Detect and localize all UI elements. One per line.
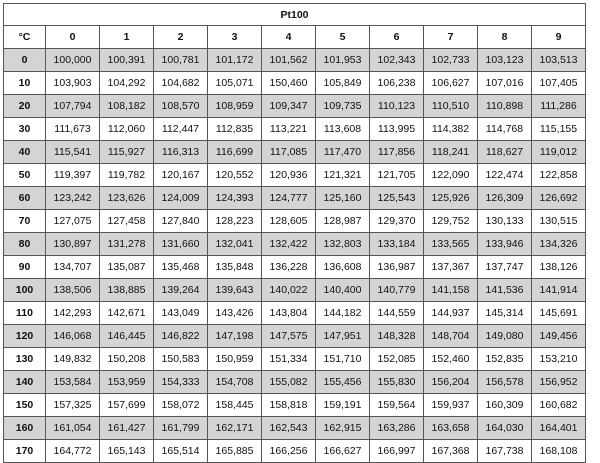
table-cell: 150,959	[208, 348, 262, 371]
table-cell: 159,191	[316, 394, 370, 417]
table-cell: 157,699	[100, 394, 154, 417]
table-cell: 150,583	[154, 348, 208, 371]
table-row	[4, 279, 586, 302]
table-cell: 118,627	[478, 141, 532, 164]
column-header-row	[4, 26, 586, 49]
table-cell: 146,822	[154, 325, 208, 348]
row-header: 160	[4, 417, 46, 440]
table-cell: 100,781	[154, 49, 208, 72]
table-cell: 155,082	[262, 371, 316, 394]
table-row	[4, 187, 586, 210]
table-cell: 167,738	[478, 440, 532, 463]
column-header: 0	[46, 26, 100, 49]
table-cell: 168,108	[532, 440, 586, 463]
table-cell: 149,080	[478, 325, 532, 348]
table-cell: 155,830	[370, 371, 424, 394]
table-cell: 151,334	[262, 348, 316, 371]
table-cell: 118,241	[424, 141, 478, 164]
column-header: 1	[100, 26, 154, 49]
table-row	[4, 233, 586, 256]
table-cell: 144,937	[424, 302, 478, 325]
table-cell: 132,422	[262, 233, 316, 256]
column-header: 4	[262, 26, 316, 49]
row-header: 50	[4, 164, 46, 187]
table-cell: 164,030	[478, 417, 532, 440]
table-cell: 129,752	[424, 210, 478, 233]
table-cell: 122,858	[532, 164, 586, 187]
row-header: 30	[4, 118, 46, 141]
table-cell: 115,927	[100, 141, 154, 164]
table-cell: 161,054	[46, 417, 100, 440]
row-header: 0	[4, 49, 46, 72]
row-header: 120	[4, 325, 46, 348]
table-cell: 128,223	[208, 210, 262, 233]
table-title-row	[4, 4, 586, 26]
table-cell: 115,155	[532, 118, 586, 141]
table-cell: 134,707	[46, 256, 100, 279]
table-cell: 116,699	[208, 141, 262, 164]
table-cell: 146,068	[46, 325, 100, 348]
table-cell: 132,803	[316, 233, 370, 256]
table-cell: 127,075	[46, 210, 100, 233]
unit-header: °C	[4, 26, 46, 49]
table-cell: 126,692	[532, 187, 586, 210]
table-cell: 117,470	[316, 141, 370, 164]
table-cell: 110,898	[478, 95, 532, 118]
table-row	[4, 49, 586, 72]
column-header: 2	[154, 26, 208, 49]
table-cell: 112,835	[208, 118, 262, 141]
table-cell: 144,559	[370, 302, 424, 325]
table-cell: 121,321	[316, 164, 370, 187]
table-cell: 106,238	[370, 72, 424, 95]
table-cell: 101,953	[316, 49, 370, 72]
table-cell: 163,286	[370, 417, 424, 440]
table-cell: 153,210	[532, 348, 586, 371]
table-cell: 141,914	[532, 279, 586, 302]
column-header: 5	[316, 26, 370, 49]
table-cell: 137,367	[424, 256, 478, 279]
table-cell: 133,946	[478, 233, 532, 256]
table-cell: 123,242	[46, 187, 100, 210]
table-cell: 114,382	[424, 118, 478, 141]
row-header: 20	[4, 95, 46, 118]
table-cell: 156,578	[478, 371, 532, 394]
table-cell: 144,182	[316, 302, 370, 325]
table-row	[4, 164, 586, 187]
table-row	[4, 210, 586, 233]
table-cell: 108,570	[154, 95, 208, 118]
table-cell: 135,468	[154, 256, 208, 279]
table-cell: 161,427	[100, 417, 154, 440]
column-header: 8	[478, 26, 532, 49]
table-row	[4, 371, 586, 394]
table-cell: 114,768	[478, 118, 532, 141]
table-cell: 138,506	[46, 279, 100, 302]
table-cell: 165,514	[154, 440, 208, 463]
table-cell: 166,627	[316, 440, 370, 463]
table-cell: 160,309	[478, 394, 532, 417]
table-cell: 149,832	[46, 348, 100, 371]
table-cell: 103,903	[46, 72, 100, 95]
table-row	[4, 95, 586, 118]
table-cell: 117,085	[262, 141, 316, 164]
table-cell: 102,733	[424, 49, 478, 72]
table-cell: 109,347	[262, 95, 316, 118]
table-cell: 164,401	[532, 417, 586, 440]
table-cell: 121,705	[370, 164, 424, 187]
table-cell: 133,565	[424, 233, 478, 256]
table-cell: 127,840	[154, 210, 208, 233]
table-cell: 139,264	[154, 279, 208, 302]
table-cell: 166,256	[262, 440, 316, 463]
table-cell: 131,278	[100, 233, 154, 256]
table-cell: 111,673	[46, 118, 100, 141]
table-cell: 135,087	[100, 256, 154, 279]
table-row	[4, 348, 586, 371]
table-cell: 138,126	[532, 256, 586, 279]
table-cell: 109,735	[316, 95, 370, 118]
table-cell: 107,016	[478, 72, 532, 95]
table-cell: 150,208	[100, 348, 154, 371]
table-cell: 149,456	[532, 325, 586, 348]
row-header: 130	[4, 348, 46, 371]
table-cell: 119,012	[532, 141, 586, 164]
table-cell: 130,133	[478, 210, 532, 233]
table-cell: 160,682	[532, 394, 586, 417]
table-cell: 105,071	[208, 72, 262, 95]
table-cell: 145,314	[478, 302, 532, 325]
table-cell: 140,022	[262, 279, 316, 302]
table-row	[4, 417, 586, 440]
table-cell: 128,605	[262, 210, 316, 233]
table-cell: 129,370	[370, 210, 424, 233]
pt100-table-container	[3, 3, 586, 463]
table-cell: 103,123	[478, 49, 532, 72]
table-cell: 147,951	[316, 325, 370, 348]
table-cell: 154,333	[154, 371, 208, 394]
table-cell: 151,710	[316, 348, 370, 371]
table-cell: 150,460	[262, 72, 316, 95]
table-cell: 141,536	[478, 279, 532, 302]
table-cell: 159,937	[424, 394, 478, 417]
table-cell: 116,313	[154, 141, 208, 164]
table-row	[4, 440, 586, 463]
table-row	[4, 72, 586, 95]
table-cell: 143,426	[208, 302, 262, 325]
row-header: 100	[4, 279, 46, 302]
table-cell: 146,445	[100, 325, 154, 348]
table-cell: 136,987	[370, 256, 424, 279]
table-cell: 122,474	[478, 164, 532, 187]
table-cell: 153,584	[46, 371, 100, 394]
table-cell: 125,160	[316, 187, 370, 210]
table-cell: 108,959	[208, 95, 262, 118]
table-cell: 154,708	[208, 371, 262, 394]
table-cell: 108,182	[100, 95, 154, 118]
table-cell: 110,123	[370, 95, 424, 118]
table-cell: 156,204	[424, 371, 478, 394]
table-cell: 124,009	[154, 187, 208, 210]
table-cell: 148,704	[424, 325, 478, 348]
table-cell: 138,885	[100, 279, 154, 302]
table-cell: 113,995	[370, 118, 424, 141]
table-cell: 102,343	[370, 49, 424, 72]
table-cell: 120,167	[154, 164, 208, 187]
table-cell: 122,090	[424, 164, 478, 187]
table-cell: 136,228	[262, 256, 316, 279]
column-header: 7	[424, 26, 478, 49]
table-cell: 124,777	[262, 187, 316, 210]
table-cell: 140,400	[316, 279, 370, 302]
table-cell: 125,926	[424, 187, 478, 210]
table-cell: 143,049	[154, 302, 208, 325]
table-cell: 166,997	[370, 440, 424, 463]
table-cell: 167,368	[424, 440, 478, 463]
row-header: 60	[4, 187, 46, 210]
table-cell: 159,564	[370, 394, 424, 417]
row-header: 90	[4, 256, 46, 279]
table-cell: 155,456	[316, 371, 370, 394]
table-cell: 120,936	[262, 164, 316, 187]
table-row	[4, 394, 586, 417]
row-header: 150	[4, 394, 46, 417]
table-cell: 110,510	[424, 95, 478, 118]
table-cell: 162,171	[208, 417, 262, 440]
table-cell: 152,835	[478, 348, 532, 371]
row-header: 80	[4, 233, 46, 256]
table-cell: 158,445	[208, 394, 262, 417]
table-row	[4, 325, 586, 348]
pt100-table	[3, 3, 586, 463]
row-header: 110	[4, 302, 46, 325]
table-cell: 100,391	[100, 49, 154, 72]
table-cell: 158,072	[154, 394, 208, 417]
table-cell: 142,293	[46, 302, 100, 325]
table-cell: 119,397	[46, 164, 100, 187]
column-header: 9	[532, 26, 586, 49]
table-cell: 147,575	[262, 325, 316, 348]
table-cell: 153,959	[100, 371, 154, 394]
table-row	[4, 302, 586, 325]
table-cell: 147,198	[208, 325, 262, 348]
column-header: 6	[370, 26, 424, 49]
table-cell: 128,987	[316, 210, 370, 233]
table-cell: 162,543	[262, 417, 316, 440]
table-cell: 152,460	[424, 348, 478, 371]
table-cell: 136,608	[316, 256, 370, 279]
table-cell: 142,671	[100, 302, 154, 325]
table-cell: 123,626	[100, 187, 154, 210]
table-cell: 104,682	[154, 72, 208, 95]
row-header: 10	[4, 72, 46, 95]
table-cell: 165,885	[208, 440, 262, 463]
row-header: 140	[4, 371, 46, 394]
table-cell: 107,794	[46, 95, 100, 118]
table-cell: 105,849	[316, 72, 370, 95]
table-cell: 133,184	[370, 233, 424, 256]
table-cell: 112,447	[154, 118, 208, 141]
row-header: 170	[4, 440, 46, 463]
table-cell: 126,309	[478, 187, 532, 210]
table-cell: 120,552	[208, 164, 262, 187]
table-cell: 165,143	[100, 440, 154, 463]
table-cell: 130,897	[46, 233, 100, 256]
table-cell: 163,658	[424, 417, 478, 440]
table-cell: 143,804	[262, 302, 316, 325]
table-cell: 113,608	[316, 118, 370, 141]
table-cell: 164,772	[46, 440, 100, 463]
table-cell: 161,799	[154, 417, 208, 440]
table-row	[4, 141, 586, 164]
table-cell: 156,952	[532, 371, 586, 394]
table-title: Pt100	[4, 4, 586, 26]
table-cell: 152,085	[370, 348, 424, 371]
row-header: 40	[4, 141, 46, 164]
table-cell: 131,660	[154, 233, 208, 256]
table-cell: 148,328	[370, 325, 424, 348]
table-cell: 106,627	[424, 72, 478, 95]
table-cell: 113,221	[262, 118, 316, 141]
table-cell: 158,818	[262, 394, 316, 417]
table-row	[4, 256, 586, 279]
table-cell: 112,060	[100, 118, 154, 141]
table-cell: 104,292	[100, 72, 154, 95]
table-cell: 127,458	[100, 210, 154, 233]
row-header: 70	[4, 210, 46, 233]
table-cell: 124,393	[208, 187, 262, 210]
table-cell: 139,643	[208, 279, 262, 302]
table-cell: 100,000	[46, 49, 100, 72]
table-cell: 135,848	[208, 256, 262, 279]
table-cell: 137,747	[478, 256, 532, 279]
table-cell: 125,543	[370, 187, 424, 210]
table-cell: 130,515	[532, 210, 586, 233]
table-cell: 157,325	[46, 394, 100, 417]
table-cell: 101,172	[208, 49, 262, 72]
table-cell: 132,041	[208, 233, 262, 256]
table-cell: 117,856	[370, 141, 424, 164]
column-header: 3	[208, 26, 262, 49]
table-cell: 119,782	[100, 164, 154, 187]
table-cell: 141,158	[424, 279, 478, 302]
table-cell: 140,779	[370, 279, 424, 302]
table-cell: 111,286	[532, 95, 586, 118]
table-cell: 115,541	[46, 141, 100, 164]
table-cell: 134,326	[532, 233, 586, 256]
table-row	[4, 118, 586, 141]
table-cell: 162,915	[316, 417, 370, 440]
table-cell: 103,513	[532, 49, 586, 72]
table-cell: 101,562	[262, 49, 316, 72]
table-cell: 107,405	[532, 72, 586, 95]
table-cell: 145,691	[532, 302, 586, 325]
